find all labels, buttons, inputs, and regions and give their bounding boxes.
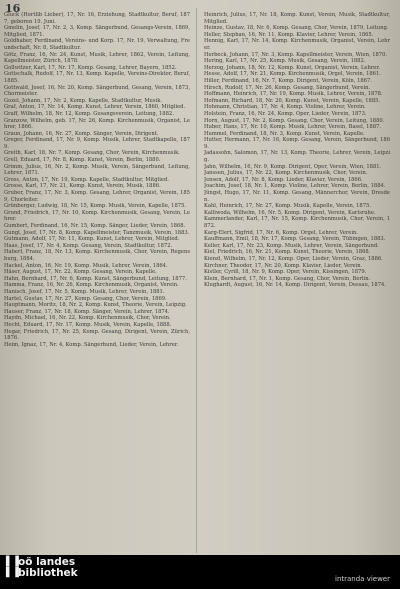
entry-text: Grell, Eduard, 17, Nr. 8, Komp. Kunst, Verein, Berlin, 1880. [4,157,161,164]
logo-line-2 [6,568,78,579]
entry-text: Hutter, Hermann, 17, Nr. 16, Komp. Gesang, Verein, Sängerbund, 1869. [204,137,390,150]
entry-text: Holstein, Franz, 16, Nr. 24, Komp. Oper, Lieder, Verein, 1873. [204,110,367,117]
entry-text: Goldhaber, Ferdinand, Vereins- und Korp. 17, Nr. 19, Verwaltung, Freundschaft, Nr. 8, Stadtkultur. [4,38,190,51]
column-divider [196,8,197,553]
entry-text: Gottschalk, Rudolf, 17, Nr. 13, Komp. Kapelle, Vereins-Direktor, Beruf, 1885. [4,71,190,84]
entry-text: Graun, Johann, 16, Nr. 27, Komp. Sänger, Verein, Dirigent. [4,130,159,137]
logo-mark-icon: ▌▐ [6,557,18,567]
entry-text: Hering, Karl, 17, Nr. 25, Komp. Musik, Gesang, Verein, 1882. [204,58,366,65]
entry-text: Gungl, Josef, 17, Nr. 8, Komp. Kapellmeister, Tanzmusik, Verein, 1883. [4,229,190,236]
entry-text: Hecht, Eduard, 17, Nr. 17, Komp. Musik, Verein, Kapelle, 1888. [4,321,172,328]
entry-text: Grund, Friedrich, 17, Nr. 10, Komp. Kirchenmusik, Gesang, Verein, Lehrer. [4,209,190,223]
entry-text: Kauffmann, Emil, 18, Nr. 17, Komp. Gesang, Verein, Tübingen, 1883. [204,236,386,243]
entry-text: Haberl, Franz, 18, Nr. 13, Komp. Kirchenmusik, Chor, Verein, Regensburg, 1884. [4,249,190,262]
entry-text: Gottwald, Josef, 16, Nr. 20, Komp. Sängerbund, Gesang, Verein, 1873, Chormeister. [4,84,190,98]
entry-text: Hirsch, Rudolf, 17, Nr. 26, Komp. Gesang, Sängerbund, Verein. [204,84,371,91]
logo-text-2: bibliothek [18,567,78,579]
entry-text: Kiel, Friedrich, 16, Nr. 21, Komp. Kunst, Theorie, Verein, 1868. [204,249,371,256]
entry-text: Hauser, Franz, 17, Nr. 18, Komp. Sänger, Verein, Lehrer, 1874. [4,308,170,315]
entry-text: Joachim, Josef, 18, Nr. 1, Komp. Violine, Lehrer, Verein, Berlin, 1884. [204,183,386,190]
entry-text: Heim, Ignaz, 17, Nr. 4, Komp. Sängerbund, Lieder, Verein, Lehrer. [4,341,179,348]
entry-text: Keller, Karl, 17, Nr. 23, Komp. Musik, Lehrer, Verein, Sängerbund. [204,242,379,249]
left-column [4,12,190,552]
entry-text: Häser, August, 17, Nr. 22, Komp. Gesang, Verein, Kapelle. [4,269,157,276]
entry-text: Grosse, Karl, 17, Nr. 21, Komp. Kunst, Verein, Musik, 1886. [4,183,161,190]
entry-text: Hanisch, Josef, 17, Nr. 5, Komp. Musik, Lehrer, Verein, 1881. [4,288,165,295]
entry-text: Gozel, Johann, 17, Nr. 2, Komp. Kapelle, Stadtkultur, Musik. [4,97,163,104]
entry-text: Gutmann, Adolf, 17, Nr. 11, Komp. Kunst, Lehrer, Verein, Mitglied. [4,236,180,243]
entry-text: Kistler, Cyrill, 18, Nr. 9, Komp. Oper, Verein, Kissingen, 1879. [204,269,367,276]
entry-text: Karg-Elert, Sigfrid, 17, Nr. 6, Komp. Orgel, Lehrer, Verein. [204,229,358,236]
logo-text-1: oö landes [18,556,76,568]
entry-text: Grünberger, Ludwig, 18, Nr. 15, Komp. Musik, Verein, Kapelle, 1875. [4,203,187,210]
entry-text: Graff, Wilhelm, 18, Nr. 12, Komp. Gesangsverein, Leitung, 1882. [4,110,174,117]
entry-text: Hesse, Adolf, 17, Nr. 21, Komp. Kirchenmusik, Orgel, Verein, 1861. [204,71,381,78]
entry-text: Heller, Stephan, 16, Nr. 11, Komp. Klavier, Lehrer, Verein, 1865. [204,31,374,38]
entry-text: Hoffmann, Heinrich, 17, Nr. 19, Komp. Musik, Lehrer, Verein, 1878. [204,91,383,98]
entry-text: Jüngst, Hugo, 17, Nr. 11, Komp. Gesang, Männerchor, Verein, Dresden. [204,190,390,203]
entry-text: Hahn, Bernhard, 17, Nr. 6, Komp. Kunst, Sängerbund, Leitung, 1877. [4,275,187,282]
entry-text: Gross, Anton, 17, Nr. 19, Komp. Kapelle, Stadtkultur, Mitglied. [4,176,169,183]
entry-text: Huber, Hans, 17, Nr. 10, Komp. Musik, Lehrer, Verein, Basel, 1887. [204,124,381,131]
entry-text: Gluck (Hertlib Lieber), 17, Nr. 16, Erziehung, Stadtkultur, Beruf, 1877, geboren 19. Juni. [4,12,190,25]
entry-text: Gumbert, Ferdinand, 16, Nr. 15, Komp. Sänger, Lieder, Verein, 1868. [4,223,186,229]
entry-text: Granzow, Wilhelm, geb. 17, Nr. 26, Komp. Kirchenmusik, Organist, Lehrer, 1866. [4,117,190,131]
entry-text: Hauptmann, Moritz, 18, Nr. 2, Komp. Kunst, Theorie, Verein, Leipzig. [4,302,187,309]
entry-text: Gruber, Franz, 17, Nr. 3, Komp. Gesang, Lehrer, Organist, Verein, 1859, Chorleiter. [4,190,190,203]
entry-text: Greger, Ferdinand, 17, Nr. 9, Komp. Musik, Lehrer, Stadtkapelle, 1879. [4,137,190,150]
entry-text: Haas, Josef, 17, Nr. 4, Komp. Gesang, Verein, Stadtkultur, 1872. [4,242,173,249]
page-number: 16 [5,2,21,15]
viewer-footer [0,555,400,589]
entry-text: Heinrich, Julius, 17, Nr. 18, Komp. Kunst, Verein, Musik, Stadtkultur, Mitglied. [204,12,390,25]
entry-text: Götz, Franz, 16, Nr. 24, Kunst, Musik, Lehrer, 1862, Verein, Leitung, Kapellmeister, Zürich, 1878. [4,51,190,65]
entry-text: Hegar, Friedrich, 17, Nr. 25, Komp. Gesang, Dirigent, Verein, Zürich, 1876. [4,328,190,342]
entry-text: Grimm, Julius, 16, Nr. 2, Komp. Musik, Verein, Sängerbund, Leitung, Lehrer, 1871. [4,163,190,177]
entry-text: Hennig, Karl, 17, Nr. 14, Komp. Kirchenmusik, Organist, Verein, Lehrer. [204,38,390,51]
entry-text: Janssen, Julius, 17, Nr. 22, Komp. Kirchenmusik, Chor, Verein. [204,170,368,177]
entry-text: Herzog, Johann, 18, Nr. 12, Komp. Kunst, Organist, Verein, Lehrer. [204,64,380,71]
entry-text: Kahl, Heinrich, 17, Nr. 27, Komp. Musik, Kapelle, Verein, 1875. [204,203,371,210]
entry-text: Kirchner, Theodor, 17, Nr. 20, Komp. Klavier, Lieder, Verein. [204,262,363,269]
entry-text: Kalliwoda, Wilhelm, 16, Nr. 5, Komp. Dirigent, Verein, Karlsruhe. [204,209,376,216]
entry-text: Hummel, Ferdinand, 18, Nr. 3, Komp. Kunst, Verein, Kapelle. [204,130,365,137]
entry-text: Greith, Karl, 18, Nr. 7, Komp. Gesang, Chor, Verein, Kirchenmusik. [4,150,180,157]
viewer-label[interactable]: intranda viewer [335,575,390,583]
entry-text: Jahn, Wilhelm, 16, Nr. 9, Komp. Dirigent, Oper, Verein, Wien, 1881. [204,163,382,170]
right-column [204,12,390,552]
entry-text: Heinze, Gustav, 18, Nr. 6, Komp. Gesang, Chor, Verein, 1879, Leitung. [204,25,389,32]
entry-text: Klughardt, August, 16, Nr. 14, Komp. Dirigent, Verein, Dessau, 1874. [204,282,386,289]
entry-text: Horn, August, 17, Nr. 2, Komp. Gesang, Chor, Verein, Leitung, 1880. [204,117,385,124]
entry-text: Hofmann, Richard, 18, Nr. 20, Komp. Kunst, Verein, Kapelle, 1885. [204,97,381,104]
entry-text: Hohmann, Christian, 17, Nr. 4, Komp. Violine, Lehrer, Verein. [204,104,366,111]
entry-text: Herbeck, Johann, 17, Nr. 3, Komp. Kapellmeister, Verein, Wien, 1870. [204,51,388,58]
entry-text: Hiller, Ferdinand, 16, Nr. 7, Komp. Dirigent, Verein, Köln, 1867. [204,77,372,84]
logo-mark-icon: ▌▐ [6,568,18,578]
entry-text: Jadassohn, Salomon, 17, Nr. 13, Komp. Theorie, Lehrer, Verein, Leipzig. [204,150,390,164]
library-logo[interactable] [6,557,78,579]
entry-text: Haydn, Michael, 16, Nr. 22, Komp. Kirchenmusik, Chor, Verein. [4,315,171,322]
entry-text: Kammerlander, Karl, 17, Nr. 15, Komp. Kirchenmusik, Chor, Verein, 1872. [204,216,390,229]
entry-text: Kienzl, Wilhelm, 17, Nr. 12, Komp. Oper, Lieder, Verein, Graz, 1886. [204,255,383,262]
entry-text: Hamma, Franz, 16, Nr. 26, Komp. Kirchenmusik, Organist, Verein. [4,282,179,289]
entry-text: Klein, Bernhard, 17, Nr. 1, Komp. Gesang, Chor, Verein, Berlin. [204,275,371,282]
entry-text: Hackel, Anton, 16, Nr. 19, Komp. Musik, Lehrer, Verein, 1864. [4,262,168,269]
entry-text: Hartel, Gustav, 17, Nr. 27, Komp. Gesang, Chor, Verein, 1869. [4,295,167,302]
entry-text: Gmelin, Josef, 17, Nr. 2, 3, Komp. Sängerbund, Gesangs-Verein, 1869, Mitglied, 1871. [4,25,190,38]
entry-text: Gollwitzer, Karl, 17, Nr. 17, Komp. Gesang, Lehrer, Bayern, 1852. [4,64,177,71]
entry-text: Jensen, Adolf, 17, Nr. 8, Komp. Lieder, Klavier, Verein, 1866. [204,176,363,183]
entry-text: Graf, Anton, 17, Nr. 14, Komp. Kunst, Lehrer, Verein, 1860, Mitglied. [4,104,186,111]
